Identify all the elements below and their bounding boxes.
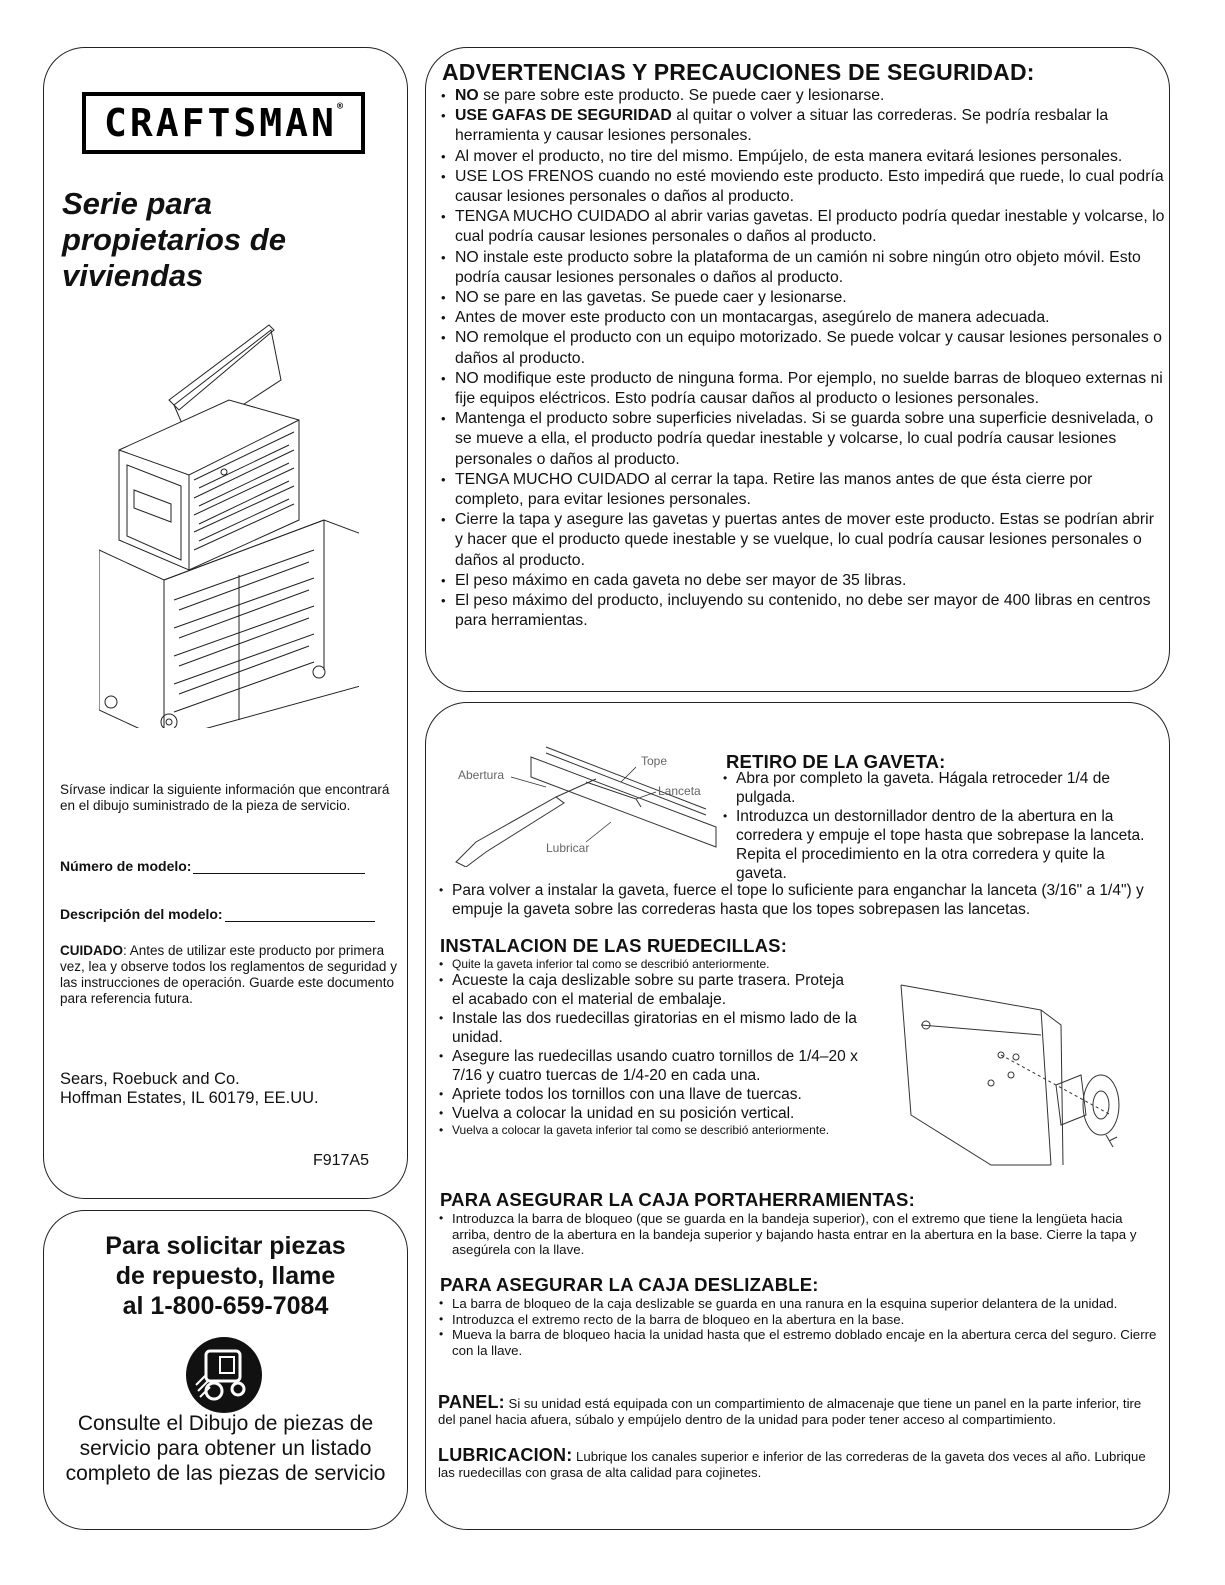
series-line: propietarios de xyxy=(62,222,286,257)
list-item xyxy=(440,248,1165,288)
order-note-line: servicio para obtener un listado xyxy=(79,1437,372,1460)
drawer-slide-illustration xyxy=(436,737,726,867)
list-item xyxy=(440,470,1165,510)
warnings-title: ADVERTENCIAS Y PRECAUCIONES DE SEGURIDAD: xyxy=(442,59,1035,85)
panel-section xyxy=(438,1392,1158,1427)
list-item xyxy=(440,409,1165,470)
list-item xyxy=(440,167,1165,207)
list-item xyxy=(440,86,1165,106)
list-item xyxy=(440,308,1165,328)
warning-text: USE LOS FRENOS cuando no esté moviendo este producto. Esto impedirá que ruede, lo cual podría causar lesiones personales o daños al producto. xyxy=(455,167,1164,206)
order-title-line: al 1-800-659-7084 xyxy=(122,1292,329,1320)
list-item: • Introduzca la barra de bloqueo (que se guarda en la bandeja superior), con el extremo que tiene la lengüeta hacia arriba, dentro de la abertura en la bandeja superior y bajando hasta entrar en la abertura en la base. Cierre la tapa y asegúrela con la llave. xyxy=(438,1211,1138,1258)
caster-illustration xyxy=(891,965,1126,1175)
label-abertura: Abertura xyxy=(458,768,505,782)
list-item xyxy=(440,328,1165,368)
list-item: • Abra por completo la gaveta. Hágala retroceder 1/4 de pulgada. xyxy=(722,769,1152,807)
list-item: • Introduzca un destornillador dentro de la abertura en la corredera y empuje el tope hasta que sobrepase la lanceta. Repita el procedimiento en la otra corredera y quite la gaveta. xyxy=(722,807,1152,883)
order-title-line: de repuesto, llame xyxy=(115,1262,336,1290)
model-description-label: Descripción del modelo: xyxy=(60,906,223,922)
model-info-panel xyxy=(43,47,408,1199)
sears-address xyxy=(60,1070,390,1108)
warning-text: NO instale este producto sobre la plataforma de un camión ni sobre ningún otro objeto móvil. Esto podría causar lesiones personales o daños al producto. xyxy=(455,248,1141,286)
list-item: • Instale las dos ruedecillas giratorias en el mismo lado de la unidad. xyxy=(438,1009,858,1047)
series-line: viviendas xyxy=(62,258,204,293)
warning-emphasis: USE GAFAS DE SEGURIDAD xyxy=(455,107,672,125)
lubrication-section xyxy=(438,1445,1158,1480)
list-item xyxy=(440,106,1165,146)
secure-toolbox-list xyxy=(438,1211,1138,1258)
drawer-removal-title: RETIRO DE LA GAVETA: xyxy=(726,751,946,772)
list-item: • Vuelva a colocar la gaveta inferior tal como se describió anteriormente. xyxy=(438,1123,858,1137)
secure-cabinet-list xyxy=(438,1296,1158,1358)
list-item xyxy=(440,571,1165,591)
registered-mark: ® xyxy=(336,101,343,112)
warning-text: Al mover el producto, no tire del mismo. Empújelo, de esta manera evitará lesiones personales. xyxy=(455,147,1123,165)
order-parts-note xyxy=(44,1411,407,1486)
order-note-line: Consulte el Dibujo de piezas de xyxy=(77,1412,374,1435)
label-lanceta: Lanceta xyxy=(658,784,701,798)
label-tope: Tope xyxy=(641,754,668,768)
lubrication-text: Lubrique los canales superior e inferior de las correderas de la gaveta dos veces al año. Lubrique las ruedecillas con grasa de alta calidad para cojinetes. xyxy=(438,1449,1146,1480)
model-description-blank xyxy=(225,907,375,922)
model-number-field xyxy=(60,858,365,874)
list-item: • Asegure las ruedecillas usando cuatro tornillos de 1/4–20 x 7/16 y cuatro tuercas de 1/4-20 en cada una. xyxy=(438,1047,858,1085)
panel-label: PANEL: xyxy=(438,1392,505,1412)
list-item: • Acueste la caja deslizable sobre su parte trasera. Proteja el acabado con el material de embalaje. xyxy=(438,971,858,1009)
order-note-line: completo de las piezas de servicio xyxy=(65,1462,386,1485)
series-title xyxy=(62,186,382,294)
warning-text: Antes de mover este producto con un montacargas, asegúrelo de manera adecuada. xyxy=(455,309,1050,327)
series-line: Serie para xyxy=(62,186,212,221)
list-item: • Para volver a instalar la gaveta, fuerce el tope lo suficiente para enganchar la lanceta (3/16" a 1/4") y empuje la gaveta sobre las correderas hasta que los topes sobrepasen las lancetas. xyxy=(438,881,1158,919)
list-item xyxy=(440,591,1165,631)
warning-text: se pare sobre este producto. Se puede caer y lesionarse. xyxy=(478,87,885,104)
list-item: • Quite la gaveta inferior tal como se describió anteriormente. xyxy=(438,957,858,971)
list-item: • Introduzca el extremo recto de la barra de bloqueo en la abertura en la base. xyxy=(438,1312,1158,1328)
brand-name: CRAFTSMAN xyxy=(104,101,337,145)
label-lubricar: Lubricar xyxy=(546,841,590,855)
lubrication-label: LUBRICACION: xyxy=(438,1445,573,1465)
list-item: • Apriete todos los tornillos con una llave de tuercas. xyxy=(438,1085,858,1104)
caster-install-list xyxy=(438,957,858,1137)
parts-service-icon xyxy=(184,1335,264,1415)
service-info-text: Sírvase indicar la siguiente información que encontrará en el dibujo suministrado de la pieza de servicio. xyxy=(60,782,390,813)
secure-toolbox-title: PARA ASEGURAR LA CAJA PORTAHERRAMIENTAS: xyxy=(440,1189,915,1210)
caution-text: : Antes de utilizar este producto por primera vez, lea y observe todos los reglamentos de seguridad y las instrucciones de operación. Guarde este documento para referencia futura. xyxy=(60,943,397,1006)
list-item: • La barra de bloqueo de la caja deslizable se guarda en una ranura en la esquina superior delantera de la unidad. xyxy=(438,1296,1158,1312)
warning-text: El peso máximo del producto, incluyendo su contenido, no debe ser mayor de 400 libras en centros para herramientas. xyxy=(455,592,1151,630)
list-item: • Vuelva a colocar la unidad en su posición vertical. xyxy=(438,1104,858,1123)
drawer-removal-list xyxy=(722,769,1152,883)
order-parts-title xyxy=(44,1231,407,1321)
address-line: Sears, Roebuck and Co. xyxy=(60,1070,240,1088)
warning-text: Cierre la tapa y asegure las gavetas y puertas antes de mover este producto. Estas se podrían abrir y hacer que el producto quede inestable y se vuelque, lo cual podría causar lesiones personales o daños al producto. xyxy=(455,511,1154,569)
drawer-reinstall-list xyxy=(438,881,1158,919)
craftsman-logo xyxy=(82,92,365,154)
model-number-label: Número de modelo: xyxy=(60,858,192,874)
safety-warnings-panel xyxy=(425,47,1170,692)
instructions-panel xyxy=(425,702,1170,1530)
order-parts-panel xyxy=(43,1210,408,1530)
warning-text: El peso máximo en cada gaveta no debe ser mayor de 35 libras. xyxy=(455,571,907,589)
list-item xyxy=(440,288,1165,308)
model-description-field xyxy=(60,906,375,922)
order-title-line: Para solicitar piezas xyxy=(105,1232,346,1260)
address-line: Hoffman Estates, IL 60179, EE.UU. xyxy=(60,1089,319,1107)
caster-install-title: INSTALACION DE LAS RUEDECILLAS: xyxy=(440,935,788,956)
warning-text: NO modifique este producto de ninguna forma. Por ejemplo, no suelde barras de bloqueo externas ni fije equipos eléctricos. Esto podría causar daños al producto o lesiones personales. xyxy=(455,369,1163,408)
warnings-list xyxy=(440,86,1165,631)
warning-text: al quitar o volver a situar las correderas. Se podría resbalar la herramienta y causar lesiones personales. xyxy=(455,107,1109,145)
warning-text: TENGA MUCHO CUIDADO al abrir varias gavetas. El producto podría quedar inestable y volcarse, lo cual podría causar lesiones personales o daños al producto. xyxy=(455,208,1165,246)
caution-label: CUIDADO xyxy=(60,943,123,958)
list-item xyxy=(440,369,1165,409)
tool-chest-illustration xyxy=(99,310,359,728)
panel-text: Si su unidad está equipada con un compartimiento de almacenaje que tiene un panel en la parte inferior, tire del panel hacia afuera, súbalo y empújelo dentro de la unidad para poder tener acceso al compartimiento. xyxy=(438,1396,1142,1427)
warning-text: Mantenga el producto sobre superficies niveladas. Si se guarda sobre una superficie desnivelada, o se mueve a ella, el producto podría quedar inestable y volcarse, lo cual podría causar lesiones personales o daños al producto. xyxy=(455,410,1154,468)
list-item xyxy=(440,207,1165,247)
warning-text: TENGA MUCHO CUIDADO al cerrar la tapa. Retire las manos antes de que ésta cierre por completo, para evitar lesiones personales. xyxy=(455,470,1093,509)
list-item xyxy=(440,147,1165,167)
list-item: • Mueva la barra de bloqueo hacia la unidad hasta que el estremo doblado encaje en la abertura cerca del seguro. Cierre con la llave. xyxy=(438,1327,1158,1358)
model-number-blank xyxy=(193,859,365,874)
warning-text: NO se pare en las gavetas. Se puede caer y lesionarse. xyxy=(455,289,847,307)
document-code: F917A5 xyxy=(312,1152,369,1169)
list-item xyxy=(440,510,1165,571)
secure-cabinet-title: PARA ASEGURAR LA CAJA DESLIZABLE: xyxy=(440,1274,819,1295)
warning-emphasis: NO xyxy=(455,87,479,104)
caution-note xyxy=(60,943,400,1007)
warning-text: NO remolque el producto con un equipo motorizado. Se puede volcar y causar lesiones personales o daños al producto. xyxy=(455,329,1162,367)
